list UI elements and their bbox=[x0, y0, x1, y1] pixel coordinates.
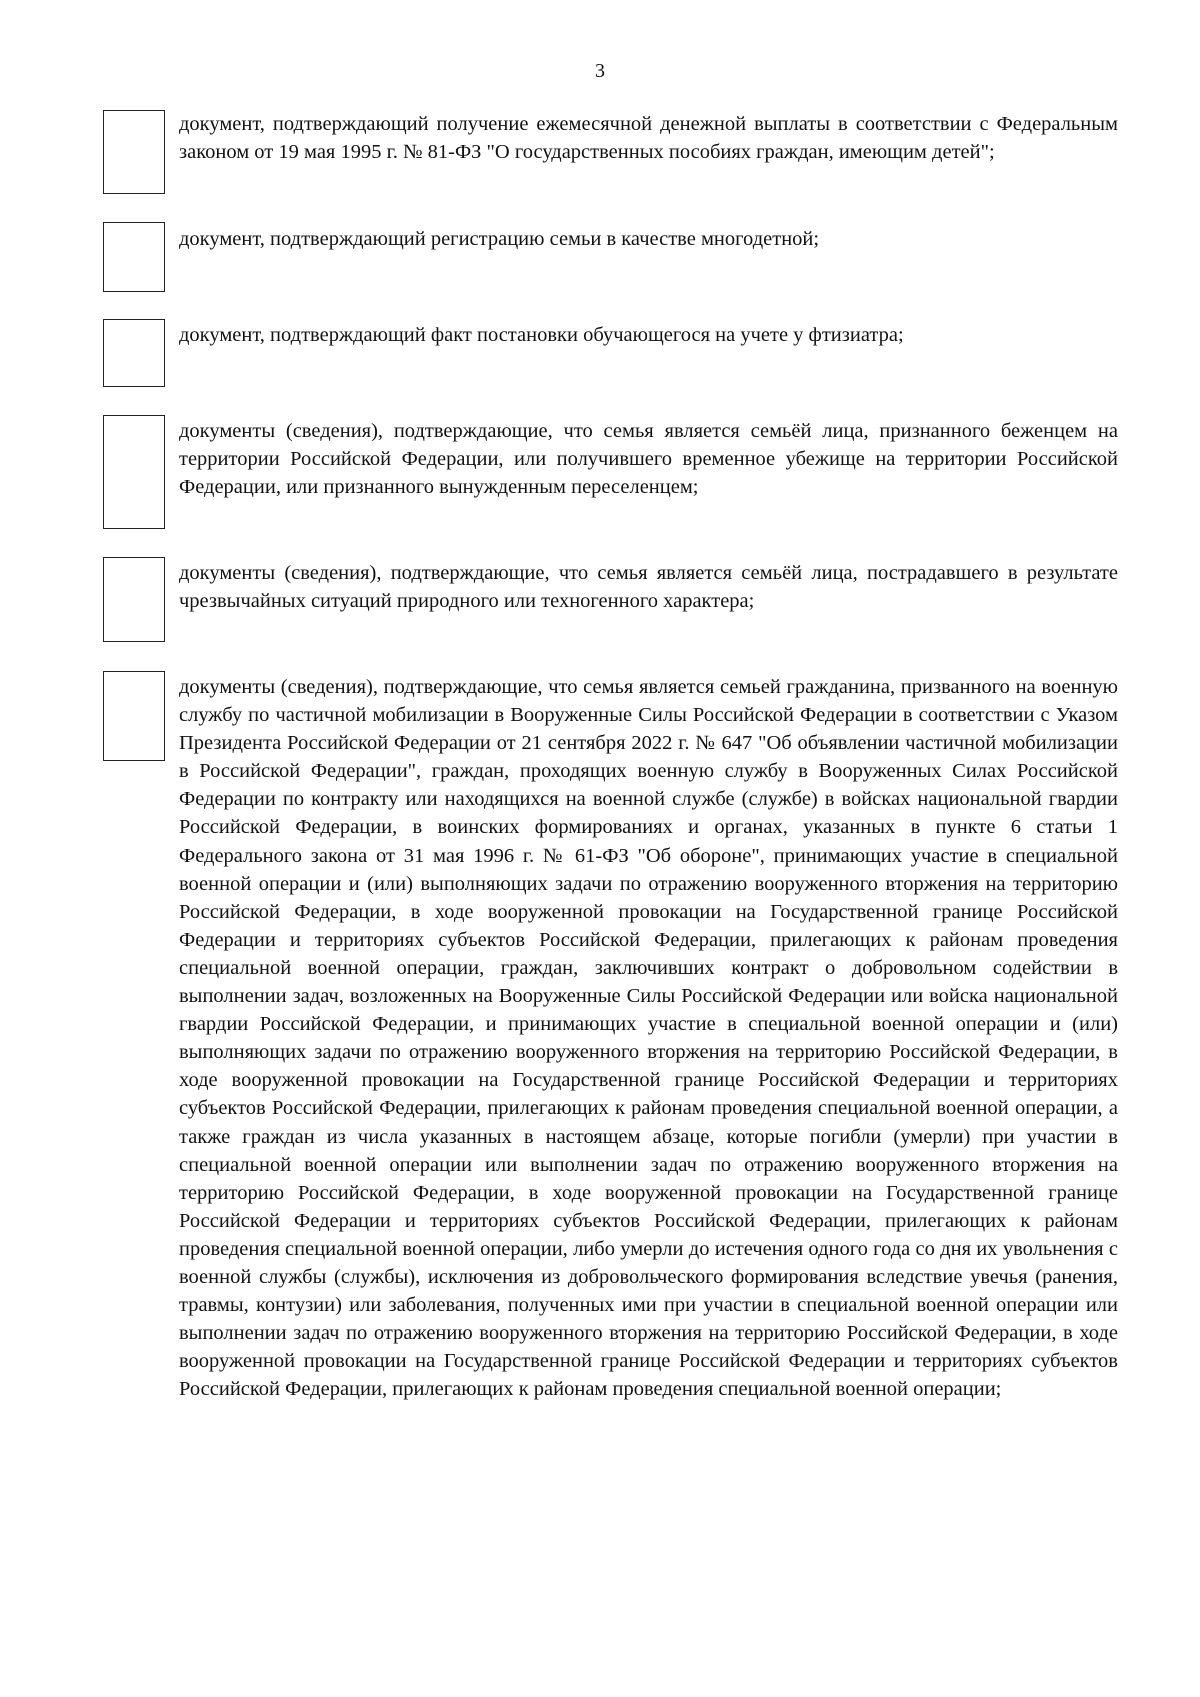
item-large-family-text: документ, подтверждающий регистрацию семьи в качестве многодетной; bbox=[179, 228, 820, 250]
item-phthisiatrician-text: документ, подтверждающий факт постановки обучающегося на учете у фтизиатра; bbox=[179, 324, 904, 346]
checkbox-monthly-payment[interactable] bbox=[103, 110, 165, 194]
item-emergency-victim-text: документы (сведения), подтверждающие, что семья является семьёй лица, пострадавшего в результате чрезвычайных ситуаций природного или техногенного характера; bbox=[179, 562, 1118, 613]
item-refugee-text: документы (сведения), подтверждающие, что семья является семьёй лица, признанного беженцем на территории Российской Федерации, или получившего временное убежище на территории Российской Федерации, или признанного вынужденным переселенцем; bbox=[179, 420, 1118, 499]
checkbox-emergency-victim[interactable] bbox=[103, 557, 165, 642]
item-monthly-payment-text: документ, подтверждающий получение ежемесячной денежной выплаты в соответствии с Федеральным законом от 19 мая 1995 г. № 81-ФЗ "О государственных пособиях граждан, имеющим детей"; bbox=[179, 113, 1118, 164]
checkbox-refugee[interactable] bbox=[103, 415, 165, 529]
checkbox-military-mobilization[interactable] bbox=[103, 671, 165, 761]
checkbox-large-family[interactable] bbox=[103, 222, 165, 292]
page-number: 3 bbox=[595, 60, 605, 82]
checkbox-phthisiatrician[interactable] bbox=[103, 319, 165, 387]
item-military-mobilization-text: документы (сведения), подтверждающие, что семья является семьей гражданина, призванного на военную службу по частичной мобилизации в Вооруженные Силы Российской Федерации в соответствии с Указом Президента Российской Федерации от 21 сентября 2022 г. № 647 "Об объявлении частичной мобилизации в Российской Федерации", граждан, проходящих военную службу в Вооруженных Силах Российской Федерации по контракту или находящихся на военной службе (службе) в войсках национальной гвардии Российской Федерации, в воинских формированиях и органах, указанных в пункте 6 статьи 1 Федерального закона от 31 мая 1996 г. № 61-ФЗ "Об обороне", принимающих участие в специальной военной операции и (или) выполняющих задачи по отражению вооруженного вторжения на территорию Российской Федерации, в ходе вооруженной провокации на Государственной границе Российской Федерации и территориях субъектов Российской Федерации, прилегающих к районам проведения специальной военной операции, граждан, заключивших контракт о добровольном содействии в выполнении задач, возложенных на Вооруженные Силы Российской Федерации или войска национальной гвардии Российской Федерации, и принимающих участие в специальной военной операции и (или) выполняющих задачи по отражению вооруженного вторжения на территорию Российской Федерации, в ходе вооруженной провокации на Государственной границе Российской Федерации и территориях субъектов Российской Федерации, прилегающих к районам проведения специальной военной операции, а также граждан из числа указанных в настоящем абзаце, которые погибли (умерли) при участии в специальной военной операции или выполнении задач по отражению вооруженного вторжения на территорию Российской Федерации, в ходе вооруженной провокации на Государственной границе Российской Федерации и территориях субъектов Российской Федерации, прилегающих к районам проведения специальной военной операции, либо умерли до истечения одного года со дня их увольнения с военной службы (службы), исключения из добровольческого формирования вследствие увечья (ранения, травмы, контузии) или заболевания, полученных ими при участии в специальной военной операции или выполнении задач по отражению вооруженного вторжения на территорию Российской Федерации, в ходе вооруженной провокации на Государственной границе Российской Федерации и территориях субъектов Российской Федерации, прилегающих к районам проведения специальной военной операции; bbox=[179, 676, 1118, 1401]
